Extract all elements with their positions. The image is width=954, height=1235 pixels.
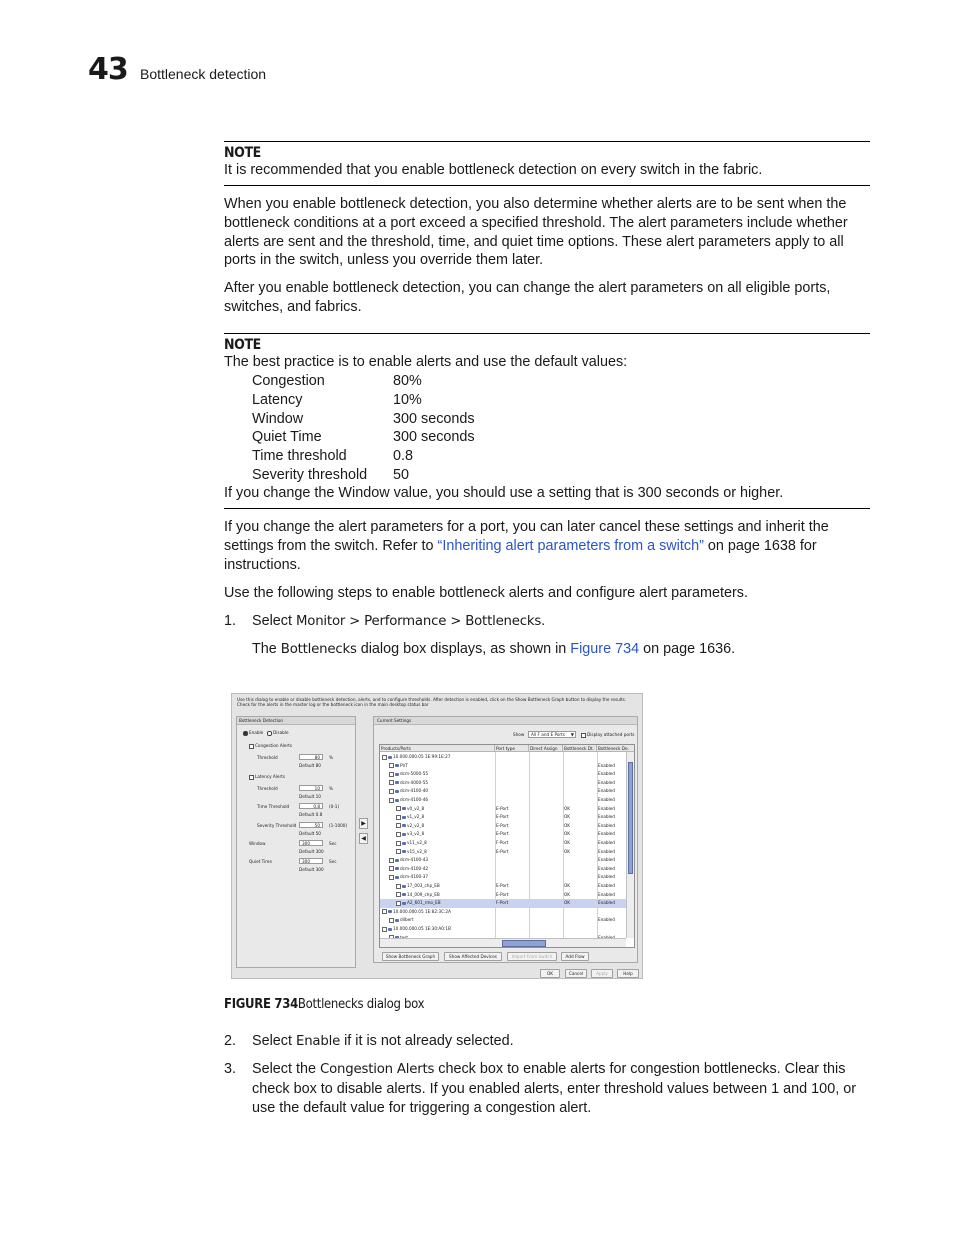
expand-toggle-icon[interactable] — [389, 763, 394, 768]
row-name: A2_601_rmo_EB — [407, 900, 441, 906]
time-default: Default 0.8 — [299, 812, 323, 817]
move-left-button[interactable] — [359, 833, 368, 844]
default-row — [252, 391, 475, 410]
row-cell-type: E-Port — [496, 891, 509, 897]
row-cell-type: E-Port — [496, 848, 509, 854]
inherit-text-after: on page 1638 for instructions. — [224, 537, 817, 573]
table-row[interactable] — [380, 770, 626, 779]
default-name: Severity threshold — [252, 466, 368, 483]
checkbox-empty-icon — [581, 733, 586, 738]
row-name: v3_v2_8 — [407, 831, 425, 837]
row-cell-bd: OK — [564, 883, 571, 888]
step1-subtext — [252, 640, 870, 660]
table-row[interactable] — [380, 779, 626, 788]
dialog-intro-line1: Use this dialog to enable or disable bottleneck detection, alerts, and to configure thresholds. After detection is enabled, click on the Show Bottleneck Graph button to display the results. — [237, 697, 627, 702]
severity-threshold-input[interactable] — [299, 822, 323, 828]
default-name: Window — [252, 410, 304, 427]
show-affected-devices-button[interactable]: Show Affected Devices — [444, 952, 502, 961]
row-cell-be: Enabled — [598, 779, 615, 785]
row-cell-type: E-Port — [496, 883, 509, 888]
step1-sub-prefix: The — [252, 641, 281, 657]
time-threshold-input[interactable] — [299, 803, 323, 809]
cong-pct: % — [329, 755, 333, 760]
add-flow-button[interactable]: Add Flow — [561, 952, 589, 961]
port-icon — [402, 850, 406, 853]
expand-toggle-icon[interactable] — [396, 892, 401, 897]
table-row[interactable] — [380, 796, 626, 805]
row-name-cell — [382, 925, 451, 934]
switch-icon — [395, 764, 399, 767]
expand-toggle-icon[interactable] — [389, 875, 394, 880]
row-name: dcm-4100-37 — [400, 874, 429, 880]
table-row[interactable] — [380, 891, 626, 900]
latency-alerts-label: Latency Alerts — [255, 774, 286, 779]
table-row[interactable] — [380, 856, 626, 865]
row-cell-bd: OK — [564, 840, 571, 845]
note1-label: NOTE — [224, 145, 261, 161]
row-name-cell — [396, 882, 440, 891]
inherit-text-before: If you change the alert parameters for a port, you can later cancel these settings and inherit the settings from the switch. Refer to — [224, 519, 829, 554]
expand-toggle-icon[interactable] — [389, 772, 394, 777]
column-header[interactable]: Direct Assign — [529, 745, 563, 752]
table-row[interactable] — [380, 925, 626, 934]
current-settings-panel — [373, 716, 638, 963]
row-cell-be: Enabled — [598, 788, 615, 794]
severity-default: Default 50 — [299, 831, 321, 836]
step1-text — [252, 612, 870, 632]
row-cell-bd: OK — [564, 814, 571, 820]
chapter-number: 43 — [88, 52, 128, 87]
row-name: v15_v2_8 — [407, 848, 427, 854]
default-values-table — [252, 372, 475, 485]
cong-threshold-label: Threshold — [257, 755, 278, 760]
quiet-time-input[interactable] — [299, 858, 323, 864]
ok-button[interactable]: OK — [540, 969, 560, 978]
row-name: 14_009_chp_EB — [407, 891, 440, 897]
switch-icon — [395, 790, 399, 793]
table-row[interactable] — [380, 830, 626, 839]
port-icon — [402, 842, 406, 845]
expand-toggle-icon[interactable] — [396, 849, 401, 854]
row-name: dcm-4100-40 — [400, 788, 429, 794]
help-button[interactable]: Help — [617, 969, 639, 978]
row-name-cell — [389, 762, 408, 771]
horizontal-scrollbar[interactable] — [380, 938, 626, 947]
horizontal-scroll-thumb[interactable] — [502, 940, 546, 947]
import-from-switch-button[interactable]: Import From Switch — [507, 952, 557, 961]
port-icon — [402, 833, 406, 836]
column-header[interactable]: Bottleneck Dt. — [563, 745, 597, 752]
window-sec: Sec — [329, 841, 337, 846]
row-cell-type: F-Port — [496, 840, 509, 845]
row-name-cell — [389, 779, 428, 788]
default-name: Time threshold — [252, 448, 347, 465]
latency-alerts-checkbox[interactable] — [249, 774, 285, 780]
switch-icon — [395, 919, 399, 922]
show-select-value: All F and E Ports — [531, 732, 565, 737]
default-value: 300 seconds — [393, 429, 475, 446]
row-name: dilbert — [400, 917, 414, 923]
row-cell-be: Enabled — [598, 840, 615, 845]
arrow-right-icon: ▶ — [361, 820, 366, 827]
table-row[interactable] — [380, 848, 626, 857]
row-cell-be: Enabled — [598, 857, 615, 863]
step3-ui: Congestion Alerts — [320, 1062, 435, 1077]
column-header[interactable]: Bottleneck De. — [597, 745, 635, 752]
table-row[interactable] — [380, 899, 626, 908]
disable-label: Disable — [273, 730, 289, 735]
row-cell-be: Enabled — [598, 865, 615, 871]
expand-toggle-icon[interactable] — [396, 832, 401, 837]
step2-suffix: if it is not already selected. — [340, 1033, 514, 1049]
row-name: 17_003_chp_EB — [407, 883, 440, 888]
row-name: v0_v2_8 — [407, 805, 425, 811]
expand-toggle-icon[interactable] — [389, 866, 394, 871]
bottlenecks-dialog-screenshot — [231, 693, 643, 979]
port-icon — [402, 807, 406, 810]
expand-toggle-icon[interactable] — [389, 918, 394, 923]
table-row[interactable] — [380, 805, 626, 814]
table-row[interactable] — [380, 916, 626, 925]
apply-button[interactable]: Apply — [591, 969, 613, 978]
bottleneck-detection-panel — [236, 716, 356, 968]
row-cell-bd: OK — [564, 891, 571, 897]
paragraph-inherit — [224, 518, 870, 574]
radio-empty-icon — [267, 731, 272, 736]
radio-selected-icon — [243, 731, 248, 736]
lat-threshold-label: Threshold — [257, 786, 278, 791]
default-value: 80% — [393, 373, 422, 389]
row-name-cell — [396, 805, 424, 814]
default-name: Congestion — [252, 373, 325, 389]
row-cell-be: Enabled — [598, 874, 615, 880]
cong-default: Default 80 — [299, 763, 321, 768]
vertical-scrollbar[interactable] — [626, 752, 634, 938]
vertical-scroll-thumb[interactable] — [628, 762, 633, 874]
row-cell-be: Enabled — [598, 762, 615, 768]
time-threshold-label: Time Threshold — [257, 804, 290, 809]
table-row[interactable] — [380, 822, 626, 831]
switch-icon — [388, 910, 392, 913]
step2-ui: Enable — [296, 1034, 341, 1049]
quiet-time-value: 300 — [302, 859, 310, 864]
row-name-cell — [389, 787, 428, 796]
show-label: Show — [513, 732, 525, 737]
port-icon — [402, 885, 406, 888]
paragraph-change-parameters: After you enable bottleneck detection, you can change the alert parameters on all eligible ports, switches, and fabrics. — [224, 280, 831, 315]
row-name-cell — [389, 770, 428, 779]
default-row — [252, 447, 475, 466]
row-name-cell — [396, 899, 441, 908]
expand-toggle-icon[interactable] — [396, 901, 401, 906]
step3-number: 3. — [224, 1061, 237, 1077]
move-right-button[interactable] — [359, 818, 368, 829]
severity-value: 50 — [314, 823, 320, 828]
switch-icon — [388, 756, 392, 759]
congestion-alerts-checkbox[interactable] — [249, 743, 292, 749]
default-row — [252, 428, 475, 447]
default-value: 10% — [393, 391, 422, 408]
note1-top-rule — [224, 141, 870, 142]
expand-toggle-icon[interactable] — [396, 841, 401, 846]
row-name: dcm-5000-55 — [400, 771, 429, 777]
default-value: 300 seconds — [393, 410, 475, 427]
row-cell-type: F-Port — [496, 900, 509, 906]
paragraph-steps-intro: Use the following steps to enable bottleneck alerts and configure alert parameters. — [224, 585, 748, 601]
severity-range: (1-1000) — [329, 823, 348, 828]
step1-suffix: . — [541, 613, 546, 629]
column-header[interactable]: Port type — [495, 745, 529, 752]
paragraph-alert-parameters: When you enable bottleneck detection, you also determine whether alerts are to be sent when the bottleneck conditions at a port exceed a specified threshold. The alert parameters include whether alerts are sent and the threshold, time, and quiet time options. These alert parameters apply to all ports in the switch, unless you override them later. — [224, 196, 848, 269]
row-name-cell — [396, 891, 440, 900]
table-row[interactable] — [380, 908, 626, 917]
step1-number: 1. — [224, 613, 237, 629]
row-cell-be: Enabled — [598, 771, 615, 777]
step3-suffix: check box to enable alerts for congestion bottlenecks. Clear this check box to disable alerts. If you enabled alerts, enter threshold values between 1 and 100, or use the default value for triggering a congestion alert. — [252, 1061, 856, 1116]
row-name-cell — [382, 908, 451, 917]
enable-radio[interactable] — [243, 730, 263, 736]
note2-label: NOTE — [224, 337, 261, 353]
row-cell-bd: OK — [564, 822, 571, 828]
expand-toggle-icon[interactable] — [382, 927, 387, 932]
row-name-cell — [396, 822, 424, 831]
cong-threshold-value: 80 — [314, 755, 320, 760]
default-row — [252, 466, 475, 485]
row-name-cell — [389, 856, 428, 865]
window-value: 300 — [302, 841, 310, 846]
window-input[interactable] — [299, 840, 323, 846]
expand-toggle-icon[interactable] — [396, 884, 401, 889]
port-icon — [402, 816, 406, 819]
port-icon — [402, 902, 406, 905]
time-threshold-value: 0.8 — [313, 804, 320, 809]
time-range: (0-1) — [329, 804, 340, 809]
row-cell-bd: OK — [564, 848, 571, 854]
row-name: dcm-4100-42 — [400, 865, 429, 871]
row-name: 10.000.000.05 1E:99:1E:27 — [393, 754, 451, 759]
row-name-cell — [389, 873, 428, 882]
row-cell-bd: OK — [564, 831, 571, 837]
switch-icon — [395, 876, 399, 879]
row-cell-bd: OK — [564, 900, 571, 906]
step2-text — [252, 1032, 870, 1052]
note2-intro: The best practice is to enable alerts and use the default values: — [224, 354, 628, 370]
row-name: dcm-4000-55 — [400, 779, 429, 785]
row-cell-type: E-Port — [496, 814, 509, 820]
row-name-cell — [396, 830, 424, 839]
severity-threshold-label: Severity Threshold — [257, 823, 297, 828]
row-name-cell — [389, 796, 428, 805]
step1-menu-path: Monitor > Performance > Bottlenecks — [296, 614, 542, 629]
switch-icon — [395, 781, 399, 784]
default-name: Latency — [252, 391, 303, 408]
row-name-cell — [396, 813, 424, 822]
port-icon — [402, 893, 406, 896]
table-row[interactable] — [380, 865, 626, 874]
row-name-cell — [389, 916, 414, 925]
row-name: v2_v2_8 — [407, 822, 425, 828]
lat-threshold-input[interactable] — [299, 785, 323, 791]
default-row — [252, 410, 475, 429]
row-name-cell — [396, 839, 427, 848]
switch-icon — [395, 799, 399, 802]
row-cell-be: Enabled — [598, 831, 615, 837]
row-name: v1_v2_8 — [407, 814, 425, 820]
step1-sub-mid: dialog box displays, as shown in — [356, 641, 571, 657]
table-row[interactable] — [380, 873, 626, 882]
current-settings-title: Current Settings — [377, 718, 412, 723]
dialog-intro-line2: Check for the alerts in the master log or the bottleneck icon in the main desktop status bar — [237, 702, 429, 707]
expand-toggle-icon[interactable] — [389, 798, 394, 803]
row-name: 10.000.000.05 1E:30:A0:1B — [393, 926, 451, 931]
figure-caption-text: Bottlenecks dialog box — [297, 997, 425, 1012]
bottleneck-detection-title: Bottleneck Detection — [239, 718, 284, 723]
step2-number: 2. — [224, 1033, 237, 1049]
switch-icon — [395, 773, 399, 776]
lat-threshold-value: 10 — [314, 786, 320, 791]
disable-radio[interactable] — [267, 730, 289, 736]
column-header[interactable]: Products/Ports — [380, 745, 495, 752]
figure-link[interactable]: Figure 734 — [570, 641, 640, 657]
switch-icon — [395, 859, 399, 862]
enable-label: Enable — [249, 730, 264, 735]
row-cell-be: Enabled — [598, 848, 615, 854]
show-select[interactable] — [528, 731, 576, 738]
table-row[interactable] — [380, 813, 626, 822]
note2-bottom-rule — [224, 508, 870, 509]
step2-prefix: Select — [252, 1033, 296, 1049]
lat-pct: % — [329, 786, 333, 791]
row-name: PVT — [400, 762, 408, 768]
table-row[interactable] — [380, 839, 626, 848]
quiet-sec: Sec — [329, 859, 337, 864]
table-row[interactable] — [380, 753, 626, 762]
row-name-cell — [382, 753, 450, 762]
row-cell-be: Enabled — [598, 883, 615, 888]
expand-toggle-icon[interactable] — [382, 755, 387, 760]
expand-toggle-icon[interactable] — [389, 789, 394, 794]
row-cell-be: Enabled — [598, 814, 615, 820]
display-attached-label: Display attached ports — [587, 732, 635, 737]
table-row[interactable] — [380, 787, 626, 796]
current-settings-header — [374, 717, 637, 725]
row-name: v11_v2_8 — [407, 840, 427, 845]
switch-icon — [388, 928, 392, 931]
default-value: 0.8 — [393, 448, 414, 465]
row-cell-be: Enabled — [598, 917, 615, 923]
row-cell-type: E-Port — [496, 805, 509, 811]
table-row[interactable] — [380, 762, 626, 771]
chevron-down-icon: ▼ — [570, 732, 574, 737]
cancel-button[interactable]: Cancel — [565, 969, 587, 978]
row-cell-be: Enabled — [598, 797, 615, 802]
lat-default: Default 10 — [299, 794, 321, 799]
display-attached-checkbox[interactable] — [581, 732, 634, 738]
port-icon — [402, 824, 406, 827]
checkbox-checked-icon — [249, 744, 254, 749]
figure-label: FIGURE 734 — [224, 997, 298, 1012]
window-default: Default 300 — [299, 849, 324, 854]
quiet-default: Default 300 — [299, 867, 324, 872]
expand-toggle-icon[interactable] — [396, 806, 401, 811]
inherit-link[interactable]: “Inheriting alert parameters from a switch” — [437, 537, 704, 554]
row-name: dcm-4100-46 — [400, 797, 429, 802]
step1-dialog-name: Bottlenecks — [280, 642, 357, 657]
expand-toggle-icon[interactable] — [396, 815, 401, 820]
note1-text: It is recommended that you enable bottleneck detection on every switch in the fabric. — [224, 162, 763, 178]
row-name-cell — [396, 848, 427, 857]
row-cell-type: E-Port — [496, 822, 509, 828]
cong-threshold-input[interactable] — [299, 754, 323, 760]
note1-bottom-rule — [224, 185, 870, 186]
figure-caption — [224, 997, 424, 1012]
row-cell-bd: OK — [564, 805, 571, 811]
step3-text — [252, 1060, 870, 1117]
step1-sub-suffix: on page 1636. — [639, 641, 736, 657]
show-bottleneck-graph-button[interactable]: Show Bottleneck Graph — [382, 952, 439, 961]
ports-tree-table[interactable] — [379, 744, 635, 948]
expand-toggle-icon[interactable] — [382, 909, 387, 914]
table-row[interactable] — [380, 882, 626, 891]
expand-toggle-icon[interactable] — [389, 780, 394, 785]
step3-prefix: Select the — [252, 1061, 320, 1077]
bottleneck-detection-header — [237, 717, 355, 725]
default-name: Quiet Time — [252, 429, 322, 446]
row-cell-be: Enabled — [598, 900, 615, 906]
congestion-alerts-label: Congestion Alerts — [255, 743, 293, 748]
dialog-intro — [237, 697, 639, 707]
note2-top-rule — [224, 333, 870, 334]
chapter-title: Bottleneck detection — [140, 66, 267, 82]
row-cell-be: Enabled — [598, 822, 615, 828]
checkbox-checked-icon — [249, 775, 254, 780]
row-cell-type: E-Port — [496, 831, 509, 837]
row-name: 10.000.000.05 1E:82:3C:2A — [393, 908, 451, 914]
row-cell-be: Enabled — [598, 891, 615, 897]
row-name: dcm-4100-43 — [400, 857, 429, 863]
step1-prefix: Select — [252, 613, 296, 629]
expand-toggle-icon[interactable] — [389, 858, 394, 863]
window-label: Window — [249, 841, 266, 846]
default-value: 50 — [393, 466, 410, 483]
row-cell-be: Enabled — [598, 805, 615, 811]
switch-icon — [395, 867, 399, 870]
quiet-time-label: Quiet Time — [249, 859, 272, 864]
expand-toggle-icon[interactable] — [396, 823, 401, 828]
note2-outro: If you change the Window value, you should use a setting that is 300 seconds or higher. — [224, 485, 784, 501]
default-row — [252, 372, 475, 391]
arrow-left-icon: ◀ — [361, 835, 366, 842]
row-name-cell — [389, 865, 428, 874]
